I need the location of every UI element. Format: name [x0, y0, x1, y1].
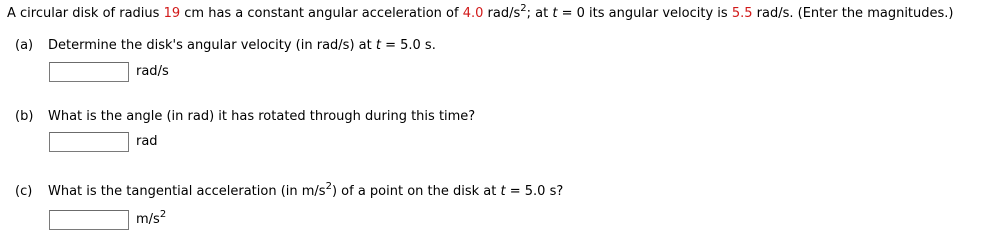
stem-text: = 0 its angular velocity is [557, 6, 732, 21]
part-a-question [15, 37, 436, 55]
problem-statement [7, 2, 954, 23]
part-b-unit: rad [136, 134, 158, 149]
part-a-answer-input[interactable] [49, 62, 129, 82]
part-c-text: What is the tangential acceleration (in m/s [48, 184, 326, 199]
radius-value: 19 [163, 6, 181, 21]
part-a-label: (a) [15, 38, 34, 53]
part-c-unit-base: m/s [136, 212, 160, 227]
angular-acceleration-value: 4.0 [462, 6, 484, 21]
part-a-unit: rad/s [136, 64, 169, 79]
part-a-text-end: = 5.0 s. [380, 38, 436, 53]
exponent: 2 [520, 2, 527, 14]
part-c-unit [136, 208, 167, 229]
time-variable: t [375, 38, 381, 53]
part-c-answer-input[interactable] [49, 210, 129, 230]
part-a-text: Determine the disk's angular velocity (in rad/s) at [48, 38, 376, 53]
stem-text: A circular disk of radius [7, 6, 164, 21]
time-variable: t [500, 184, 506, 199]
part-b-answer-input[interactable] [49, 132, 129, 152]
part-c-text-mid: ) of a point on the disk at [331, 184, 501, 199]
part-b-label: (b) [15, 109, 34, 124]
part-c-label: (c) [15, 184, 33, 199]
time-variable: t [552, 6, 558, 21]
part-b-text: What is the angle (in rad) it has rotated through during this time? [48, 109, 476, 124]
stem-text: cm has a constant angular acceleration of [180, 6, 463, 21]
stem-text: rad/s [483, 6, 521, 21]
exponent: 2 [325, 180, 332, 192]
unit-exponent: 2 [159, 208, 167, 220]
angular-velocity-value: 5.5 [731, 6, 753, 21]
part-c-question [15, 180, 564, 201]
stem-text: ; at [526, 6, 553, 21]
stem-text: rad/s. (Enter the magnitudes.) [752, 6, 954, 21]
part-b-question [15, 108, 475, 126]
part-c-text-end: = 5.0 s? [505, 184, 564, 199]
